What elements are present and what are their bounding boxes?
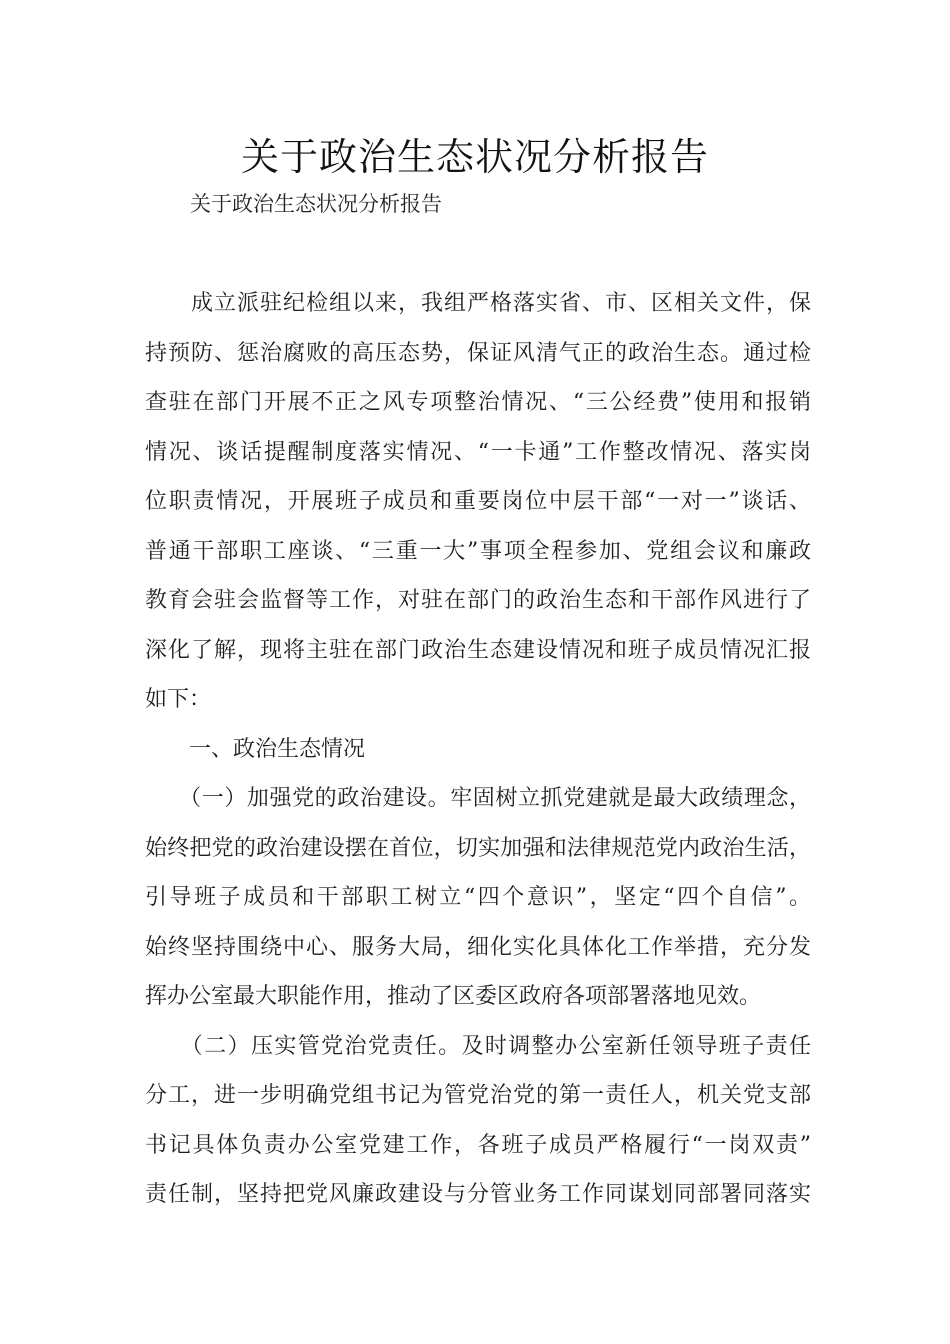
- body-line: 成立派驻纪检组以来，我组严格落实省、市、区相关文件，保: [145, 291, 811, 316]
- body-line: 书记具体负责办公室党建工作，各班子成员严格履行“一岗双责”: [145, 1133, 811, 1158]
- body-line: 持预防、惩治腐败的高压态势，保证风清气正的政治生态。通过检: [145, 341, 811, 366]
- body-line: 情况、谈话提醒制度落实情况、“一卡通”工作整改情况、落实岗: [145, 440, 811, 465]
- body-line: 教育会驻会监督等工作，对驻在部门的政治生态和干部作风进行了: [145, 588, 811, 613]
- body-line: 始终把党的政治建设摆在首位，切实加强和法律规范党内政治生活，: [145, 836, 811, 861]
- document-title: 关于政治生态状况分析报告: [240, 135, 709, 179]
- body-line: 始终坚持围绕中心、服务大局，细化实化具体化工作举措，充分发: [145, 935, 811, 960]
- body-line: （一）加强党的政治建设。牢固树立抓党建就是最大政绩理念，: [145, 786, 811, 811]
- body-line: 分工，进一步明确党组书记为管党治党的第一责任人，机关党支部: [145, 1083, 811, 1108]
- body-line: 位职责情况，开展班子成员和重要岗位中层干部“一对一”谈话、: [145, 489, 811, 514]
- body-line: 挥办公室最大职能作用，推动了区委区政府各项部署落地见效。: [145, 984, 762, 1009]
- body-line: 责任制，坚持把党风廉政建设与分管业务工作同谋划同部署同落实: [145, 1182, 811, 1207]
- body-line: 引导班子成员和干部职工树立“四个意识”，坚定“四个自信”。: [145, 885, 811, 910]
- body-line: 如下：: [145, 687, 212, 712]
- body-line: 深化了解，现将主驻在部门政治生态建设情况和班子成员情况汇报: [145, 638, 811, 663]
- body-line: 查驻在部门开展不正之风专项整治情况、“三公经费”使用和报销: [145, 390, 811, 415]
- body-line: 普通干部职工座谈、“三重一大”事项全程参加、党组会议和廉政: [145, 539, 811, 564]
- body-line: （二）压实管党治党责任。及时调整办公室新任领导班子责任: [145, 1034, 811, 1059]
- document-subtitle: 关于政治生态状况分析报告: [190, 192, 442, 216]
- section-heading: 一、政治生态情况: [145, 737, 366, 762]
